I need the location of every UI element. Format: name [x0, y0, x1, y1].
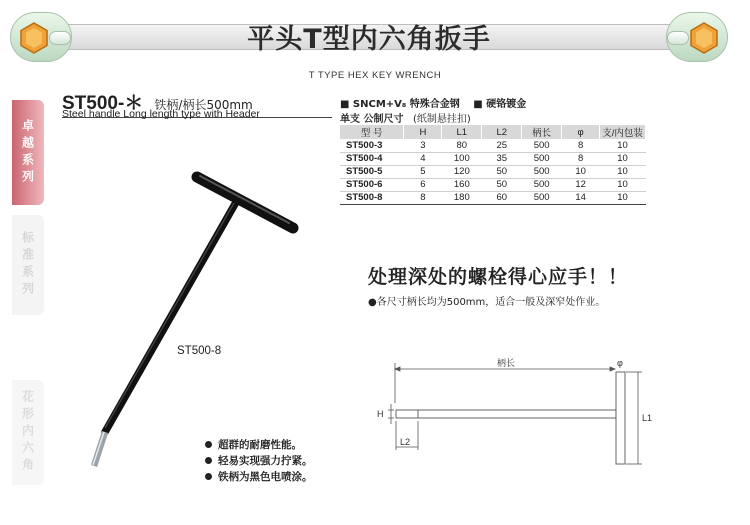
t-wrench-image [85, 170, 315, 475]
table-row [340, 178, 646, 191]
table-cell: 160 [442, 178, 482, 191]
table-cell: 5 [404, 165, 442, 178]
feature-text: 铁柄为黑色电喷涂。 [218, 470, 313, 483]
model-code: ST500-＊ [62, 93, 144, 114]
table-cell: 10 [600, 139, 646, 152]
table-row [340, 165, 646, 178]
list-item [205, 436, 313, 452]
table-cell: 500 [522, 191, 562, 204]
l1-label: L1 [642, 413, 653, 423]
side-tab-torx-series[interactable]: 花形内六角 [12, 380, 44, 485]
table-cell: 120 [442, 165, 482, 178]
model-cell: ST500-3 [340, 139, 404, 152]
list-item [205, 452, 313, 468]
slogan-note: ●各尺寸柄长均为500mm，适合一般及深窄处作业。 [368, 297, 606, 308]
list-item [205, 468, 313, 484]
slogan-headline: 处理深处的螺栓得心应手！！ [368, 266, 629, 288]
model-cell: ST500-5 [340, 165, 404, 178]
spec-heading-note: (纸制悬挂扣) [412, 114, 471, 125]
side-tab-standard-series[interactable]: 标准系列 [12, 215, 44, 315]
table-cell: 50 [482, 165, 522, 178]
bullet-icon [205, 457, 212, 464]
table-cell: 8 [562, 152, 600, 165]
table-cell: 14 [562, 191, 600, 204]
column-header: 支/内包装 [600, 125, 646, 139]
spec-table [340, 125, 646, 205]
feature-list [205, 436, 313, 484]
table-cell: 500 [522, 178, 562, 191]
table-cell: 50 [482, 178, 522, 191]
table-cell: 10 [600, 191, 646, 204]
h-dimension [388, 404, 394, 424]
table-cell: 500 [522, 152, 562, 165]
bullet-icon [205, 473, 212, 480]
model-cell: ST500-8 [340, 191, 404, 204]
material-steel: ■ SNCM+V₈ 特殊合金钢 [340, 99, 460, 110]
feature-text: 轻易实现强力拧紧。 [218, 454, 313, 467]
table-cell: 6 [404, 178, 442, 191]
table-cell: 10 [562, 165, 600, 178]
table-cell: 180 [442, 191, 482, 204]
title-banner [10, 12, 728, 62]
table-cell: 25 [482, 139, 522, 152]
table-cell: 10 [600, 152, 646, 165]
table-cell: 8 [562, 139, 600, 152]
table-cell: 80 [442, 139, 482, 152]
column-header: L1 [442, 125, 482, 139]
handle-length-dimension [395, 363, 615, 403]
table-cell: 4 [404, 152, 442, 165]
page-title: 平头T型内六角扳手 [247, 24, 491, 55]
dimension-diagram [372, 355, 662, 475]
diagram-handle [616, 372, 625, 464]
table-header-row [340, 125, 646, 139]
l2-label: L2 [400, 437, 411, 447]
column-header: φ [562, 125, 600, 139]
table-row [340, 191, 646, 204]
table-cell: 35 [482, 152, 522, 165]
table-cell: 60 [482, 191, 522, 204]
page-subtitle: T TYPE HEX KEY WRENCH [308, 70, 442, 81]
side-tab-excellence-series[interactable]: 卓越系列 [12, 100, 44, 205]
table-cell: 10 [600, 165, 646, 178]
l1-dimension [626, 372, 642, 464]
feature-text: 超群的耐磨性能。 [218, 438, 302, 451]
table-cell: 8 [404, 191, 442, 204]
model-english-description: Steel handle Long length type with Header [62, 108, 260, 120]
wrench-shaft [105, 203, 235, 432]
wrench-handle [197, 176, 293, 228]
wrench-hex-tip [93, 432, 105, 466]
material-info [340, 95, 536, 110]
table-row [340, 139, 646, 152]
phi-label: φ [617, 358, 623, 368]
table-cell: 500 [522, 139, 562, 152]
table-cell: 3 [404, 139, 442, 152]
table-cell: 12 [562, 178, 600, 191]
material-plating: ■ 硬铬镀金 [473, 99, 527, 110]
model-description: 铁柄/柄长500mm [154, 98, 253, 112]
table-cell: 500 [522, 165, 562, 178]
image-model-label: ST500-8 [177, 345, 222, 357]
h-label: H [377, 409, 384, 419]
bullet-icon [205, 441, 212, 448]
table-row [340, 152, 646, 165]
column-header: 柄长 [522, 125, 562, 139]
model-cell: ST500-4 [340, 152, 404, 165]
diagram-shaft [396, 410, 616, 418]
column-header: 型 号 [340, 125, 404, 139]
column-header: H [404, 125, 442, 139]
table-cell: 100 [442, 152, 482, 165]
model-cell: ST500-6 [340, 178, 404, 191]
table-cell: 10 [600, 178, 646, 191]
handle-length-label: 柄长 [497, 358, 516, 368]
column-header: L2 [482, 125, 522, 139]
spec-heading-title: 单支 公制尺寸 [340, 114, 404, 125]
